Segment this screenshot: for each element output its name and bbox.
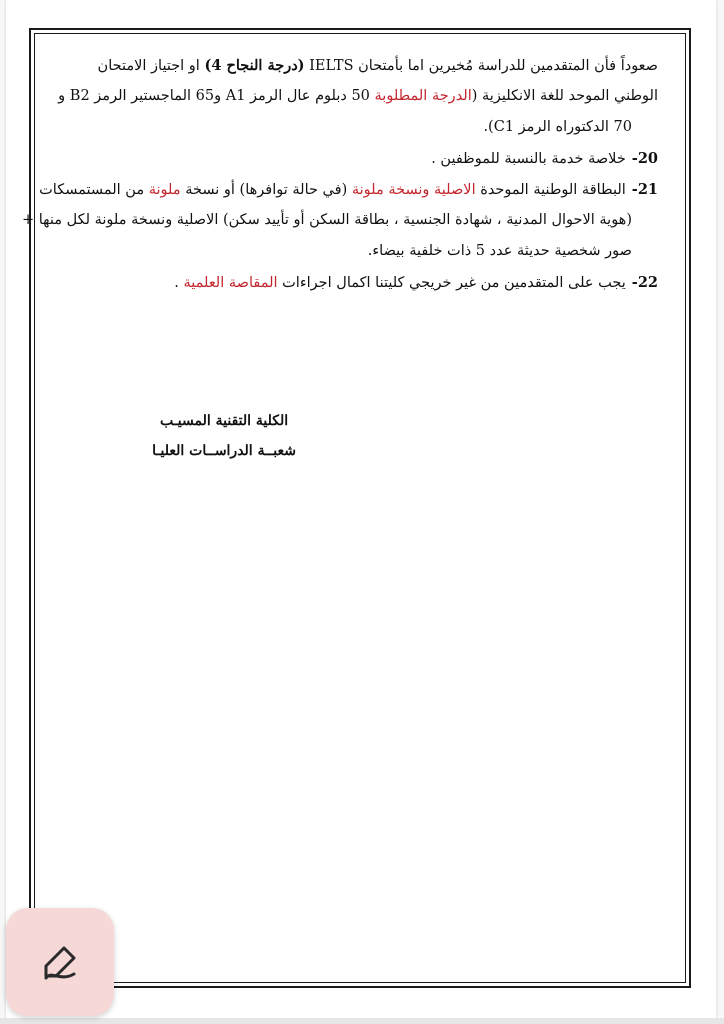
text-line [39,174,658,205]
document-body [21,50,658,298]
text-run: (في حالة توافرها) أو نسخة [180,182,352,198]
edit-fab-button[interactable] [6,908,114,1016]
paragraph-22 [58,267,658,298]
text-run-red: الاصلية ونسخة ملونة [351,182,476,198]
item-number: 22- [631,274,658,291]
text-run-red: ملونة [148,182,181,198]
text-run: 50 دبلوم عال الرمز A1 و65 الماجستير الرمز B2 و [58,88,375,104]
text-run: (هوية الاحوال المدنية ، شهادة الجنسية ، بطاقة السكن أو تأييد سكن) الاصلية ونسخة ملونة لكل منها + [21,212,632,228]
text-run: يجب على المتقدمين من غير خريجي كليتنا اكمال اجراءات [277,275,626,291]
text-run: . [174,275,184,291]
text-run: او اجتياز الامتحان [97,58,205,74]
page-bottom-edge [0,1018,724,1024]
text-run: صعوداً فأن المتقدمين للدراسة مُخيرين اما بأمتحان IELTS [304,58,658,74]
paragraph-20 [58,143,658,174]
text-run-red: الدرجة المطلوبة [374,88,472,104]
text-run: 70 الدكتوراه الرمز C1). [483,119,632,135]
paragraph-19-continuation [58,50,658,143]
signature-block [152,406,296,466]
text-run: من المستمسكات [39,182,149,198]
item-number: 21- [631,181,658,198]
signature-department: شعبــة الدراســات العليـا [152,443,296,459]
text-run: صور شخصية حديثة عدد 5 ذات خلفية بيضاء. [367,243,632,259]
text-line [58,236,658,267]
text-line [58,50,658,81]
text-run-bold: (درجة النجاح 4) [204,57,305,74]
text-line [58,81,658,112]
text-run-red: المقاصة العلمية [183,275,278,291]
edit-pen-icon [38,940,82,984]
text-line [58,112,658,143]
text-line [58,267,658,298]
paragraph-21 [21,174,658,267]
text-run: الوطني الموحد للغة الانكليزية ( [471,88,658,104]
text-line [58,143,658,174]
text-line [21,205,658,236]
text-run: البطاقة الوطنية الموحدة [475,182,626,198]
signature-college-name: الكلية التقنية المسيـب [159,413,289,429]
text-run: خلاصة خدمة بالنسبة للموظفين . [431,151,626,167]
item-number: 20- [631,150,658,167]
